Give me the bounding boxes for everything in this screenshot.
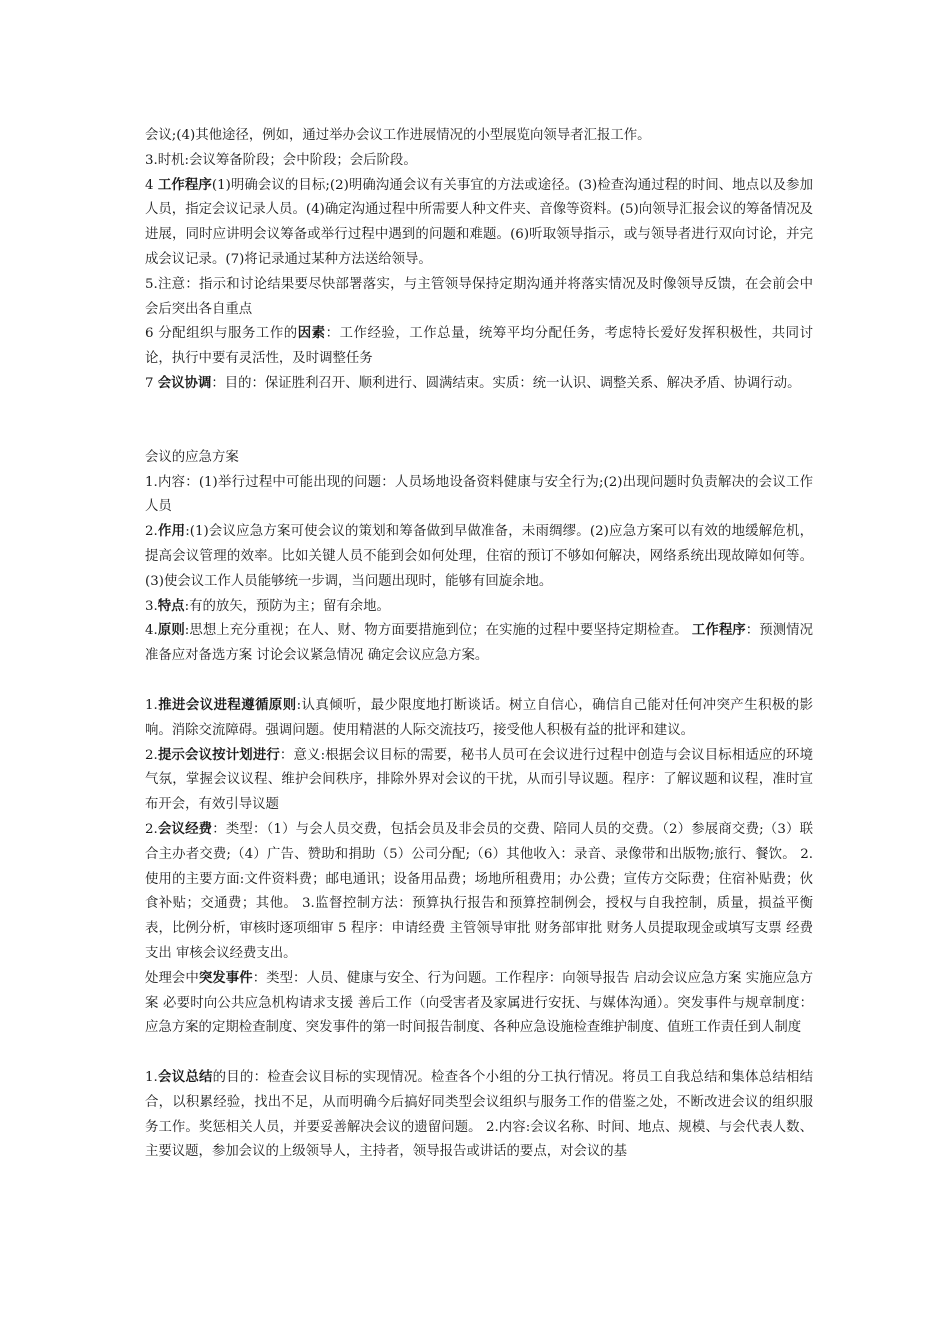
text-run: 会议的应急方案: [145, 449, 239, 465]
text-run: 5.注意：指示和讨论结果要尽快部署落实，与主管领导保持定期沟通并将落实情况及时像领导反馈，在会前会中会后突出各自重点: [145, 276, 813, 317]
text-run: 2.: [145, 747, 158, 763]
paragraph-spacer: [145, 397, 813, 446]
text-run: :思想上充分重视；在人、财、物方面要措施到位；在实施的过程中要坚持定期检查。: [184, 623, 692, 639]
text-run: 4.: [145, 623, 158, 639]
text-run: 处理会中: [145, 970, 199, 986]
paragraph: [145, 595, 813, 620]
bold-term: 原则: [157, 623, 185, 639]
paragraph-spacer: [145, 669, 813, 694]
text-run: (1)明确会议的目标;(2)明确沟通会议有关事宜的方法或途径。(3)检查沟通过程的时间、地点以及参加人员，指定会议记录人员。(4)确定沟通过程中所需要人种文件夹、音像等资料。(5)向领导汇报会议的筹备情况及进展，同时应讲明会议筹备或举行过程中遇到的问题和难题。(6)听取领导指示，或与领导者进行双向讨论，并完成会议记录。(7)将记录通过某种方法送给领导。: [145, 177, 813, 267]
bold-term: 会议总结: [157, 1070, 213, 1086]
text-run: ：目的：保证胜利召开、顺利进行、圆满结束。实质：统一认识、调整关系、解决矛盾、协调行动。: [211, 375, 801, 391]
text-run: 4: [145, 177, 158, 193]
bold-term: 因素: [297, 326, 326, 342]
paragraph: [145, 694, 813, 744]
text-run: 1.: [145, 1070, 158, 1086]
paragraph: [145, 967, 813, 1041]
text-run: :认真倾听，最少限度地打断谈话。树立自信心，确信自己能对任何冲突产生积极的影响。消除交流障碍。强调问题。使用精湛的人际交流技巧，接受他人积极有益的批评和建议。: [145, 697, 813, 738]
bold-term: 工作程序: [691, 623, 746, 639]
paragraph: [145, 818, 813, 967]
text-run: ：类型：人员、健康与安全、行为问题。工作程序：向领导报告 启动会议应急方案 实施应急方案 必要时向公共应急机构请求支援 善后工作（向受害者及家属进行安抚、与媒体沟通）。突发事件与规章制度：应急方案的定期检查制度、突发事件的第一时间报告制度、各种应急设施检查维护制度、值班工作责任到人制度: [145, 970, 814, 1036]
document-body: [145, 124, 813, 1165]
bold-term: 推进会议进程遵循原则: [157, 697, 297, 713]
bold-term: 特点: [157, 598, 185, 614]
paragraph: [145, 149, 813, 174]
text-run: :有的放矢，预防为主；留有余地。: [184, 598, 390, 614]
bold-term: 会议经费: [157, 821, 213, 837]
paragraph: [145, 174, 813, 273]
text-run: 2.: [145, 821, 158, 837]
paragraph: [145, 619, 813, 669]
text-run: ：工作经验，工作总量，统筹平均分配任务，考虑特长爱好发挥积极性，共同讨论，执行中要有灵活性，及时调整任务: [145, 326, 814, 367]
text-run: :(1)会议应急方案可使会议的策划和筹备做到早做准备，未雨绸缪。(2)应急方案可以有效的地缓解危机，提高会议管理的效率。比如关键人员不能到会如何处理，住宿的预订不够如何解决，网络系统出现故障如何等。(3)使会议工作人员能够统一步调，当问题出现时，能够有回旋余地。: [145, 524, 813, 589]
text-run: 7: [145, 375, 158, 391]
bold-term: 提示会议按计划进行: [157, 747, 280, 763]
paragraph: [145, 446, 813, 471]
text-run: ：意义:根据会议目标的需要，秘书人员可在会议进行过程中创造与会议目标相适应的环境气氛，掌握会议议程、维护会间秩序，排除外界对会议的干扰，从而引导议题。程序：了解议题和议程，准时宣布开会，有效引导议题: [145, 747, 813, 813]
paragraph: [145, 124, 813, 149]
bold-term: 会议协调: [157, 375, 212, 391]
text-run: 1.内容：(1)举行过程中可能出现的问题：人员场地设备资料健康与安全行为;(2)出现问题时负责解决的会议工作人员: [145, 474, 813, 515]
text-run: 的目的：检查会议目标的实现情况。检查各个小组的分工执行情况。将员工自我总结和集体总结相结合，以积累经验，找出不足，从而明确今后搞好同类型会议组织与服务工作的借鉴之处，不断改进会议的组织服务工作。奖惩相关人员，并要妥善解决会议的遗留问题。 2.内容:会议名称、时间、地点、规模、与会代表人数、主要议题，参加会议的上级领导人，主持者，领导报告或讲话的要点，对会议的基: [145, 1070, 814, 1160]
paragraph: [145, 273, 813, 323]
bold-term: 工作程序: [157, 177, 212, 193]
paragraph: [145, 1066, 813, 1165]
text-run: 1.: [145, 697, 158, 713]
paragraph: [145, 372, 813, 397]
text-run: ：类型：（1）与会人员交费，包括会员及非会员的交费、陪同人员的交费。（2）参展商交费;（3）联合主办者交费;（4）广告、赞助和捐助（5）公司分配;（6）其他收入：录音、录像带和出版物;旅行、餐饮。 2.使用的主要方面:文件资料费；邮电通讯；设备用品费；场地所租费用；办公费；宣传方交际费；住宿补贴费；伙食补贴；交通费；其他。 3.监督控制方法：预算执行报告和预算控制例会，授权与自我控制，质量，损益平衡表，比例分析，审核时逐项细审 5 程序：申请经费 主管领导审批 财务部审批 财务人员提取现金或填写支票 经费支出 审核会议经费支出。: [145, 821, 814, 961]
paragraph: [145, 520, 813, 594]
paragraph-spacer: [145, 1041, 813, 1066]
text-run: 2.: [145, 524, 158, 540]
paragraph: [145, 744, 813, 818]
text-run: ：预测情况 准备应对备选方案 讨论会议紧急情况 确定会议应急方案。: [145, 623, 814, 664]
paragraph: [145, 322, 813, 372]
text-run: 3.时机:会议筹备阶段；会中阶段；会后阶段。: [145, 152, 417, 168]
bold-term: 突发事件: [198, 970, 253, 986]
paragraph: [145, 471, 813, 521]
text-run: 3.: [145, 598, 158, 614]
text-run: 6 分配组织与服务工作的: [145, 326, 298, 342]
text-run: 会议;(4)其他途径，例如，通过举办会议工作进展情况的小型展览向领导者汇报工作。: [145, 128, 651, 143]
bold-term: 作用: [157, 524, 186, 540]
